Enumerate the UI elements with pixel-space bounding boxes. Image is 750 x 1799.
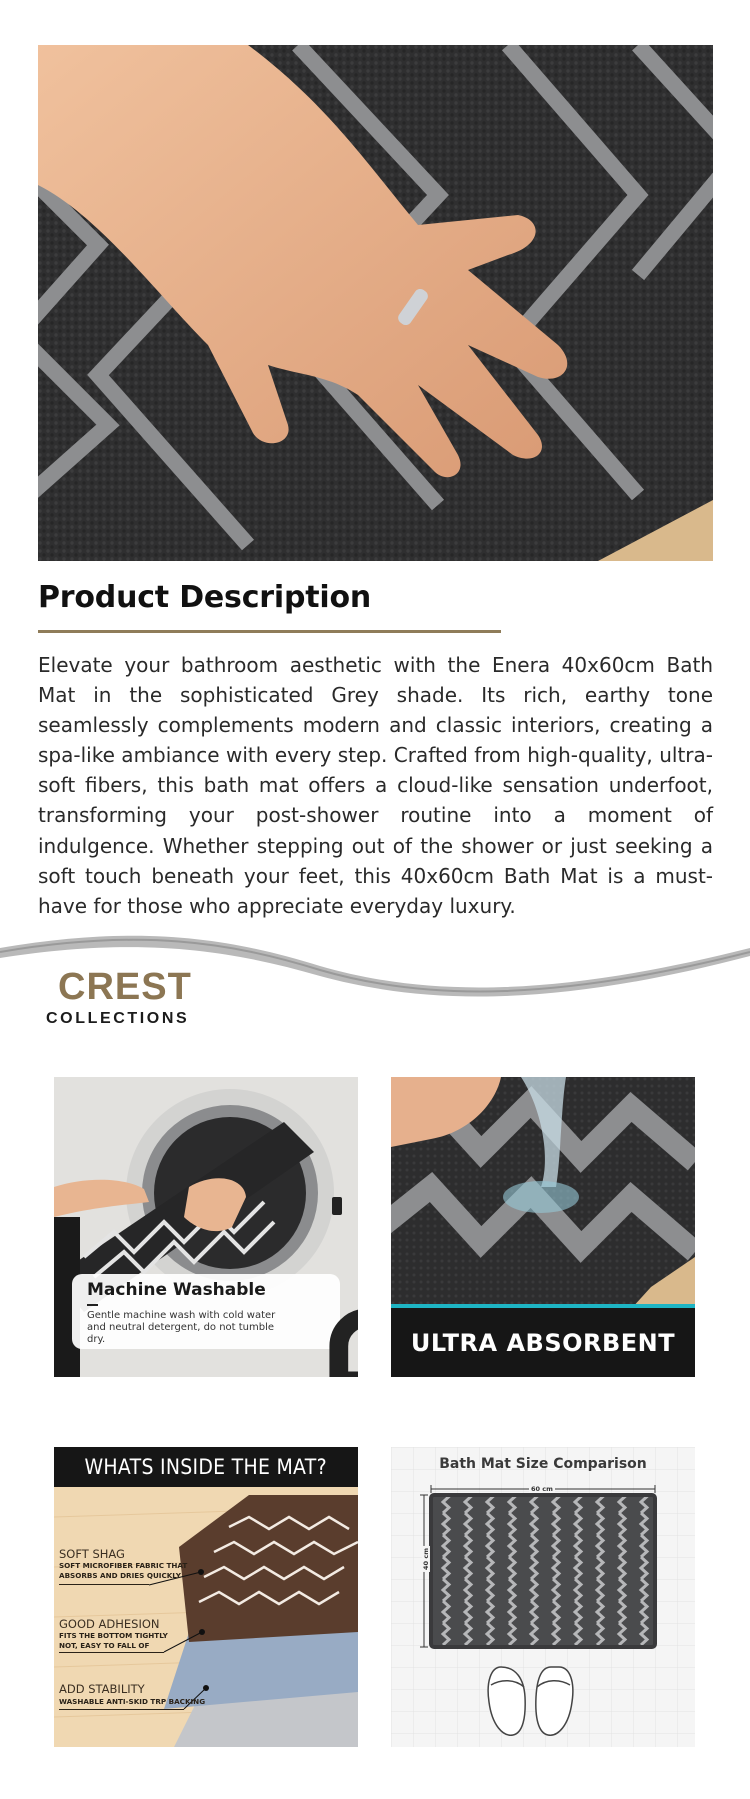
washable-dash [87, 1304, 98, 1306]
inside-title: WHATS INSIDE THE MAT? [84, 1455, 328, 1479]
description-body: Elevate your bathroom aesthetic with the Enera 40x60cm Bath Mat in the sophisticated Grey shade. Its rich, earthy tone seamlessly complements modern and classic interiors, creating a spa-like ambiance with every step. Crafted from high-quality, ultra-soft fibers, this bath mat offers a cloud-like sensation underfoot, transforming your post-shower routine into a moment of indulgence. Whether stepping out of the shower or just seeking a soft touch beneath your feet, this 40x60cm Bath Mat is a must-have for those who appreciate everyday luxury. [38, 653, 713, 918]
feature-machine-washable [54, 1077, 358, 1377]
size-height-label: 40 cm [421, 1548, 430, 1570]
brand-logo-name: CREST [58, 966, 192, 1008]
layer-leader [59, 1584, 149, 1585]
brand-logo-sub: COLLECTIONS [46, 1010, 190, 1027]
description-title: Product Description [38, 580, 372, 615]
inside-header [54, 1447, 358, 1487]
absorbent-banner [391, 1308, 695, 1377]
size-width-label: 60 cm [531, 1485, 553, 1493]
layer-leader [59, 1652, 164, 1653]
layer-label: SOFT SHAG [59, 1547, 125, 1561]
layer-label: GOOD ADHESION [59, 1617, 160, 1631]
washable-text: Gentle machine wash with cold water and neutral detergent, do not tumble dry. [87, 1310, 276, 1345]
title-divider [38, 630, 501, 633]
layer-desc: WASHABLE ANTI-SKID TRP BACKING [59, 1697, 206, 1706]
feature-ultra-absorbent [391, 1077, 695, 1377]
absorbent-title: ULTRA ABSORBENT [410, 1328, 676, 1357]
layer-leader [59, 1709, 184, 1710]
hero-image [38, 45, 713, 561]
washable-title: Machine Washable [87, 1280, 266, 1300]
layer-label: ADD STABILITY [59, 1682, 145, 1696]
feature-inside-mat [54, 1447, 358, 1747]
washable-card [72, 1274, 340, 1349]
layer-desc: FITS THE BOTTOM TIGHTLY NOT, EASY TO FALL OF [59, 1631, 168, 1650]
washing-machine-icon [304, 1304, 358, 1377]
feature-size-comparison [391, 1447, 695, 1747]
layer-desc: SOFT MICROFIBER FABRIC THAT ABSORBS AND DRIES QUICKLY [59, 1561, 188, 1580]
size-title: Bath Mat Size Comparison [439, 1456, 647, 1472]
